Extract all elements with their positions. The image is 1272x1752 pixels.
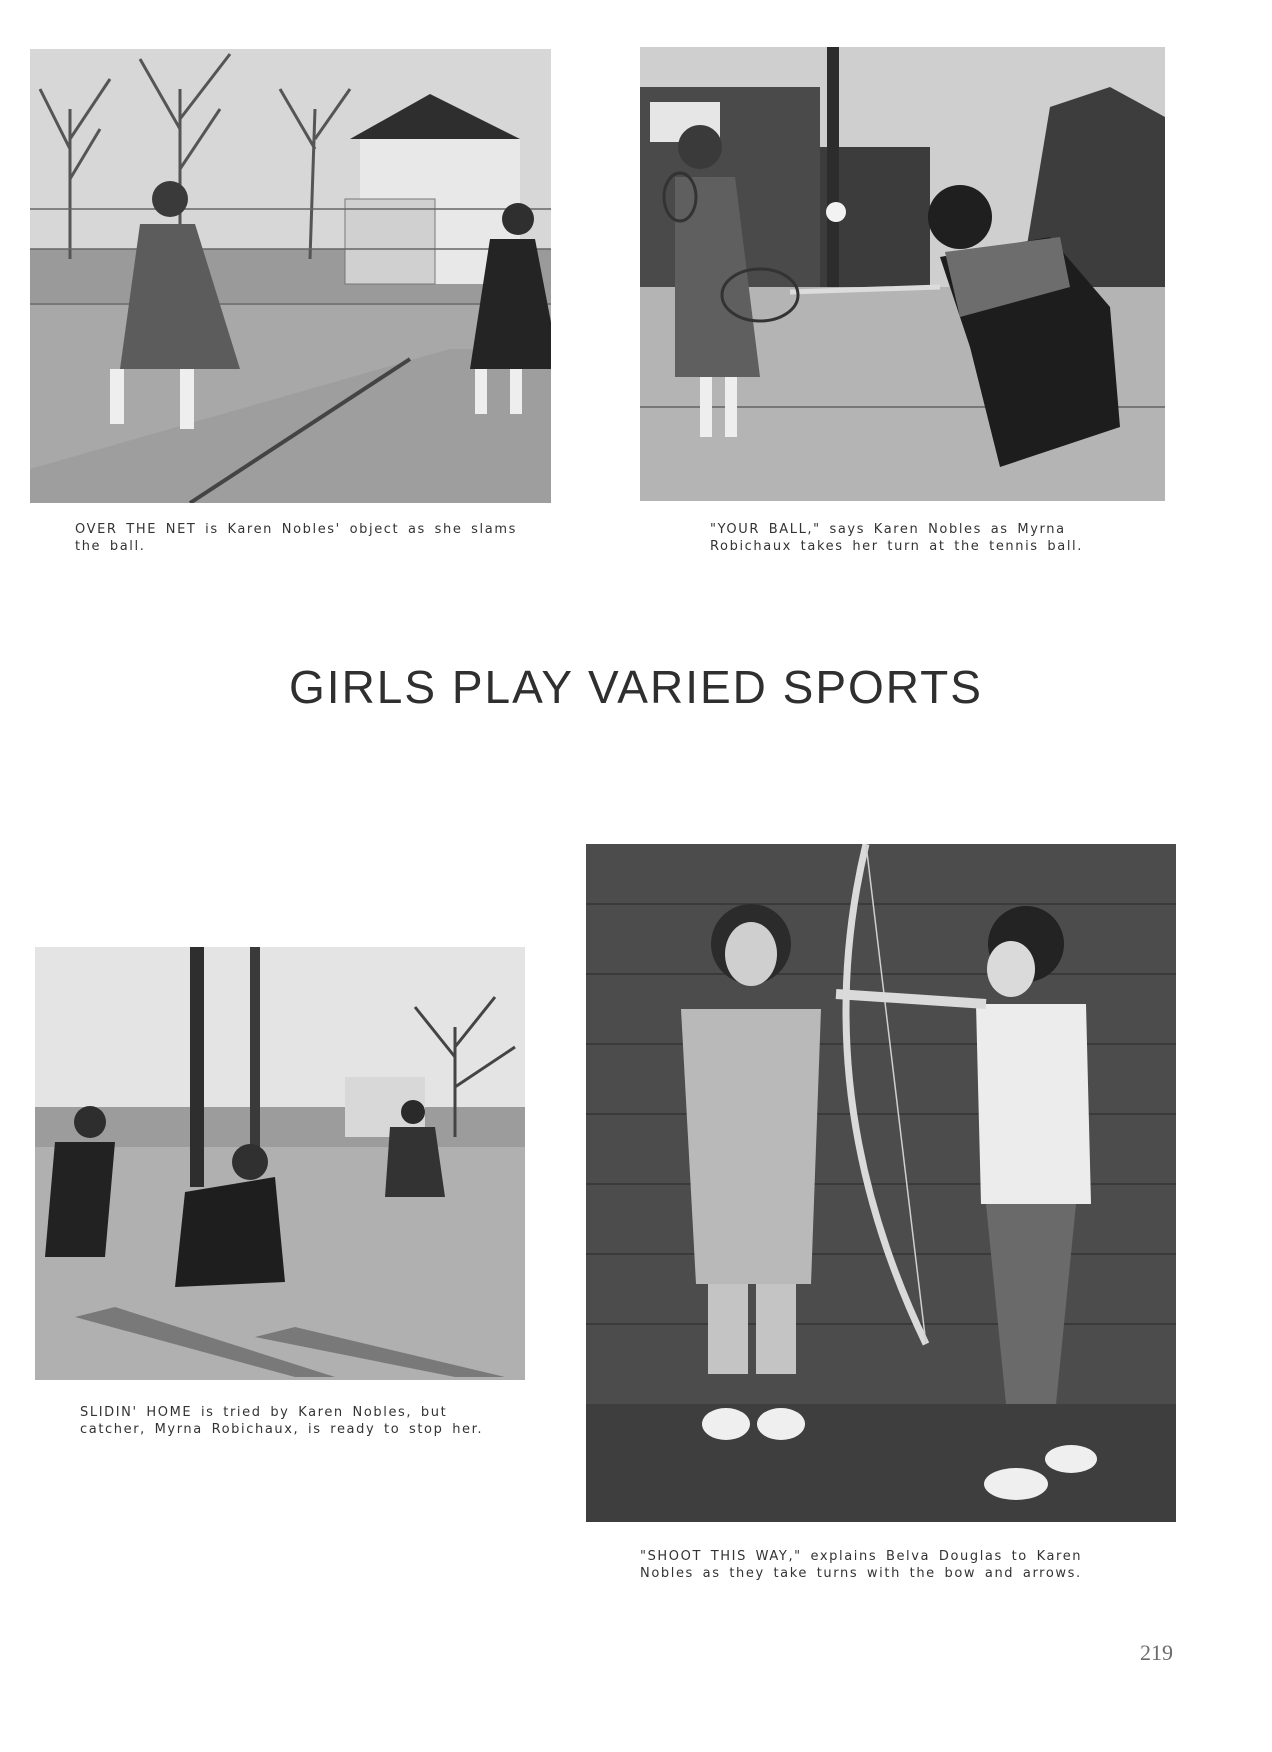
- softball-photo: [35, 947, 525, 1380]
- tennis-court-caption: OVER THE NET is Karen Nobles' object as she slams the ball.: [75, 522, 517, 554]
- page-title: GIRLS PLAY VARIED SPORTS: [289, 661, 983, 713]
- softball-caption: SLIDIN' HOME is tried by Karen Nobles, but catcher, Myrna Robichaux, is ready to stop her.: [80, 1405, 484, 1437]
- page-number: 219: [1140, 1640, 1173, 1665]
- tennis-closeup-caption: "YOUR BALL," says Karen Nobles as Myrna Robichaux takes her turn at the tennis ball.: [710, 522, 1083, 554]
- archery-caption: "SHOOT THIS WAY," explains Belva Douglas to Karen Nobles as they take turns with the bow and arrows.: [640, 1549, 1083, 1581]
- tennis-closeup-photo: [640, 47, 1165, 501]
- archery-photo: [586, 844, 1176, 1522]
- tennis-court-photo: [30, 49, 551, 503]
